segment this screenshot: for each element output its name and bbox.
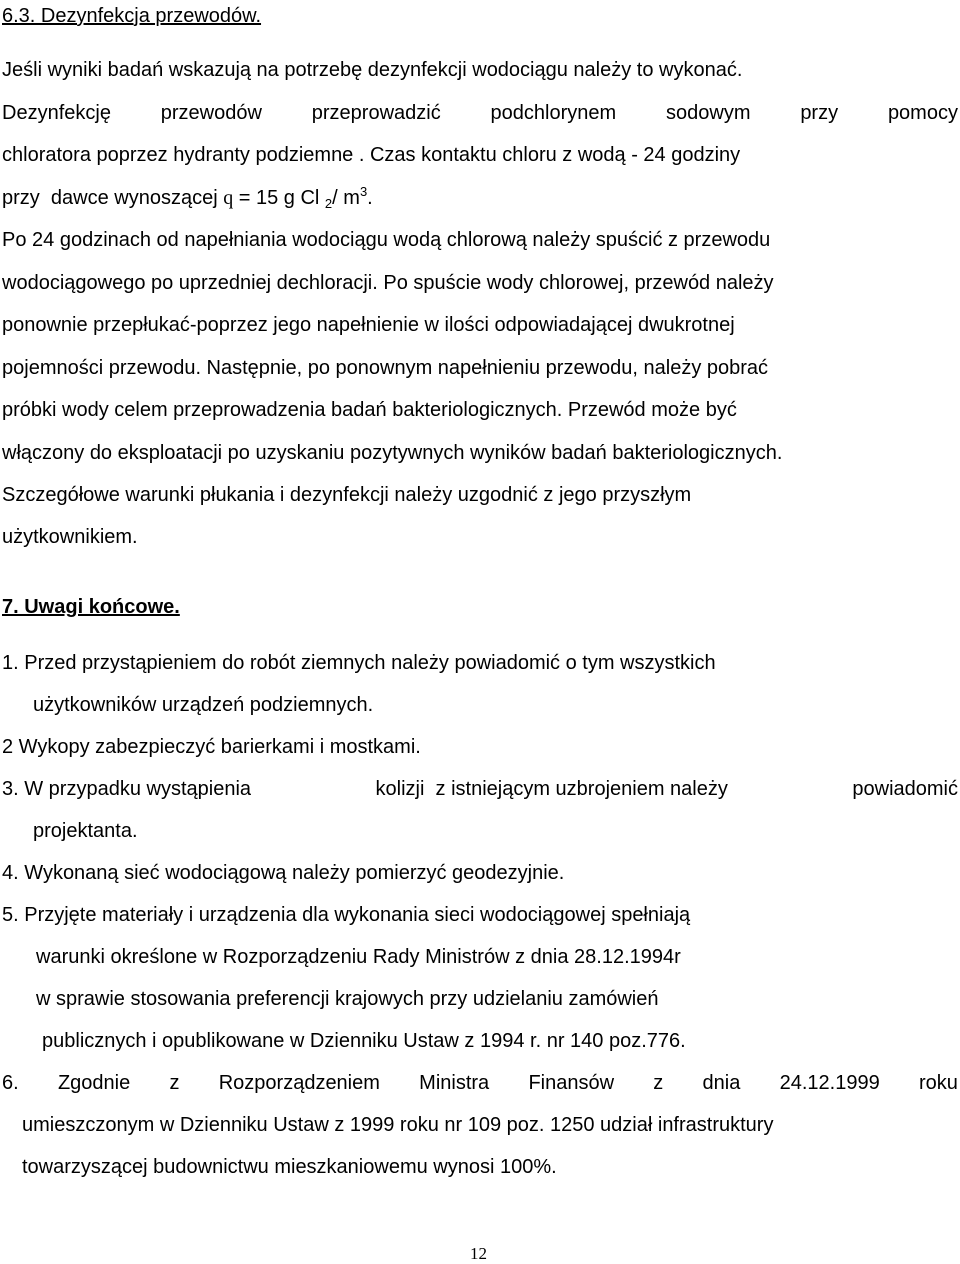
- paragraph-line-justified: [2, 101, 958, 125]
- list-item-line: publicznych i opublikowane w Dzienniku Ustaw z 1994 r. nr 140 poz.776.: [42, 1030, 686, 1052]
- text-run: = 15 g Cl: [233, 187, 325, 209]
- text-run: przy dawce wynoszącej: [2, 187, 224, 209]
- word: Zgodnie: [57, 1072, 131, 1094]
- paragraph-line: użytkownikiem.: [2, 526, 138, 548]
- word: Rozporządzeniem: [218, 1072, 380, 1094]
- formula-symbol: q: [223, 187, 234, 209]
- final-heading: 7. Uwagi końcowe.: [2, 596, 180, 618]
- list-item-line: towarzyszącej budownictwu mieszkaniowemu wynosi 100%.: [22, 1156, 557, 1178]
- page-number: 12: [470, 1244, 487, 1263]
- word: Dezynfekcję: [2, 102, 111, 124]
- text-run: / m: [332, 187, 360, 209]
- word: Finansów: [528, 1072, 615, 1094]
- word: przewodów: [160, 102, 262, 124]
- paragraph-line: próbki wody celem przeprowadzenia badań bakteriologicznych. Przewód może być: [2, 399, 737, 421]
- text-run: kolizji z istniejącym uzbrojeniem należy: [375, 778, 728, 800]
- subscript: 2: [324, 196, 333, 211]
- section-heading: 6.3. Dezynfekcja przewodów.: [2, 5, 262, 27]
- word: 6.: [2, 1072, 19, 1094]
- list-item-line: projektanta.: [33, 820, 138, 842]
- word: przeprowadzić: [311, 102, 441, 124]
- paragraph-line: Szczegółowe warunki płukania i dezynfekcji należy uzgodnić z jego przyszłym: [2, 484, 692, 506]
- text-run: powiadomić: [852, 778, 958, 800]
- list-item-line-justified: [2, 777, 958, 801]
- list-item-line: umieszczonym w Dzienniku Ustaw z 1999 roku nr 109 poz. 1250 udział infrastruktury: [22, 1114, 774, 1136]
- paragraph-line: włączony do eksploatacji po uzyskaniu pozytywnych wyników badań bakteriologicznych.: [2, 442, 783, 464]
- superscript: 3: [359, 184, 368, 199]
- word: dnia: [702, 1072, 741, 1094]
- list-item-line-justified: [2, 1071, 958, 1095]
- word: z: [653, 1072, 664, 1094]
- text-run: .: [367, 187, 373, 209]
- paragraph-line: chloratora poprzez hydranty podziemne . Czas kontaktu chloru z wodą - 24 godziny: [2, 144, 741, 166]
- paragraph-line: pojemności przewodu. Następnie, po ponownym napełnieniu przewodu, należy pobrać: [2, 357, 769, 379]
- list-item-line: użytkowników urządzeń podziemnych.: [33, 694, 374, 716]
- list-item-line: 1. Przed przystąpieniem do robót ziemnych należy powiadomić o tym wszystkich: [2, 652, 716, 674]
- word: roku: [918, 1072, 958, 1094]
- list-item-line: 2 Wykopy zabezpieczyć barierkami i mostkami.: [2, 736, 421, 758]
- list-item-line: w sprawie stosowania preferencji krajowych przy udzielaniu zamówień: [36, 988, 659, 1010]
- word: sodowym: [666, 102, 751, 124]
- word: przy: [800, 102, 839, 124]
- text-run: 3. W przypadku wystąpienia: [2, 778, 252, 800]
- paragraph-line: Jeśli wyniki badań wskazują na potrzebę dezynfekcji wodociągu należy to wykonać.: [2, 59, 743, 81]
- word: Ministra: [419, 1072, 490, 1094]
- word: pomocy: [887, 102, 958, 124]
- paragraph-line: ponownie przepłukać-poprzez jego napełnienie w ilości odpowiadającej dwukrotnej: [2, 314, 735, 336]
- word: podchlorynem: [490, 102, 617, 124]
- dose-formula-line: [2, 186, 373, 212]
- list-item-line: warunki określone w Rozporządzeniu Rady Ministrów z dnia 28.12.1994r: [36, 946, 681, 968]
- paragraph-line: Po 24 godzinach od napełniania wodociągu wodą chlorową należy spuścić z przewodu: [2, 229, 771, 251]
- list-item-line: 4. Wykonaną sieć wodociągową należy pomierzyć geodezyjnie.: [2, 862, 565, 884]
- word: z: [169, 1072, 180, 1094]
- paragraph-line: wodociągowego po uprzedniej dechloracji. Po spuście wody chlorowej, przewód należy: [2, 272, 774, 294]
- list-item-line: 5. Przyjęte materiały i urządzenia dla wykonania sieci wodociągowej spełniają: [2, 904, 691, 926]
- word: 24.12.1999: [779, 1072, 880, 1094]
